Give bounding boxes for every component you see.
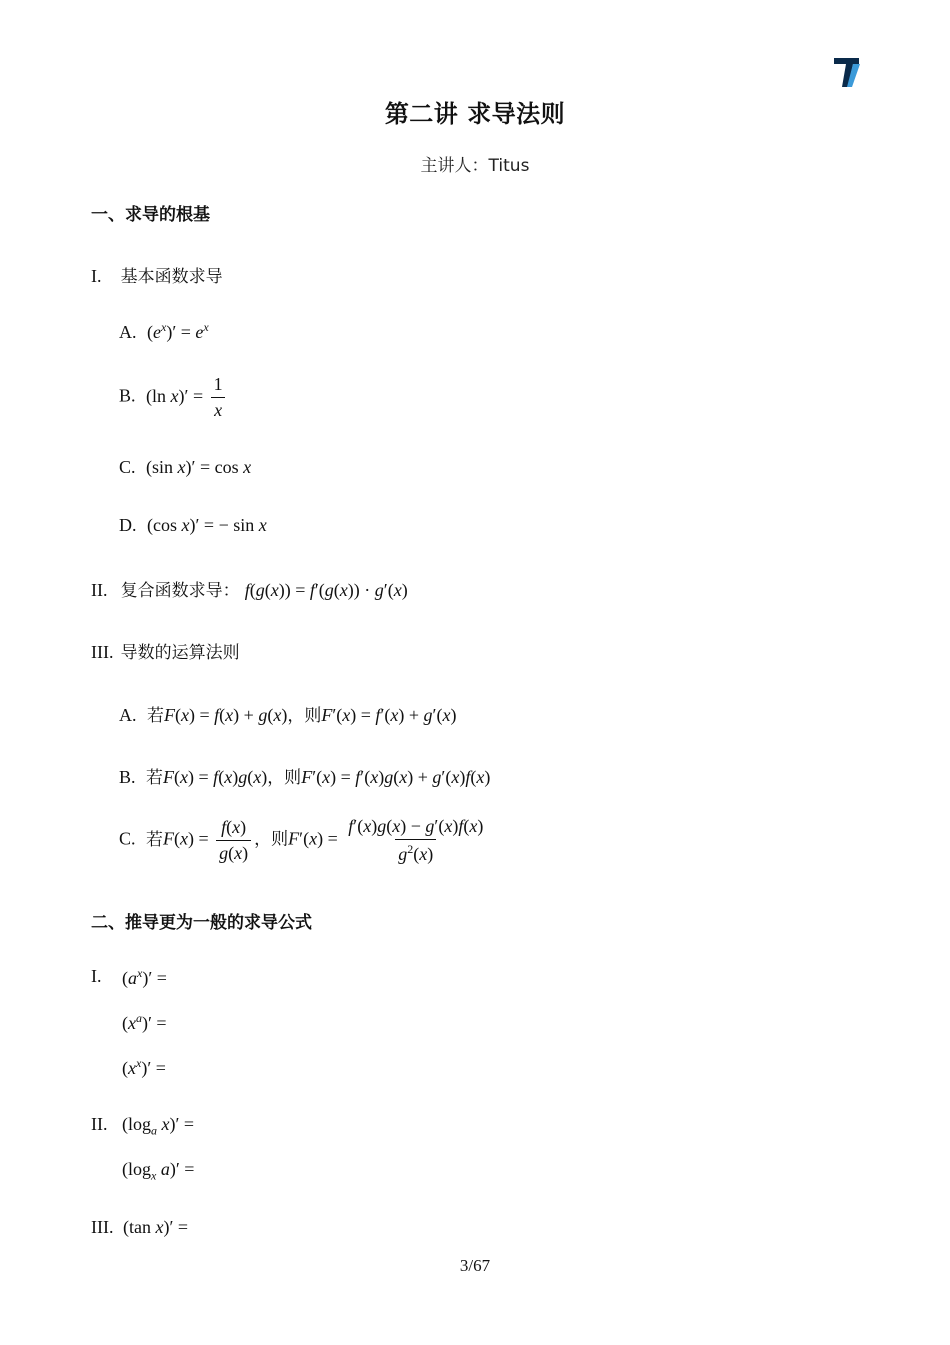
- letter: A.: [119, 322, 137, 342]
- section-heading-2: 二、推导更为一般的求导公式: [91, 913, 312, 933]
- numeral: I.: [91, 966, 102, 986]
- item-label: 导数的运算法则: [120, 643, 240, 663]
- numeral: III.: [91, 642, 114, 662]
- section-heading-1: 一、求导的根基: [91, 205, 210, 225]
- page-number: 3/67: [459, 1256, 491, 1275]
- item-2-II: [91, 1114, 108, 1135]
- letter: C.: [119, 457, 136, 477]
- exercise-log-a-x: ($\log_a$ x)′ =: [122, 1114, 195, 1138]
- page-title: 第二讲 求导法则: [384, 100, 566, 128]
- letter: B.: [119, 767, 136, 787]
- exercise-log-x-a: ($\log_x$ a)′ =: [122, 1159, 195, 1183]
- formula-cos: D. (cos x)′ = − sin x: [119, 515, 267, 535]
- logo: [834, 55, 862, 89]
- letter: A.: [119, 705, 137, 725]
- logo-mark-icon: [834, 55, 862, 89]
- formula-exp: A. $(e^x)' = e^x$: [119, 320, 209, 342]
- numeral: II.: [91, 1114, 108, 1134]
- item-label: 复合函数求导：: [120, 581, 240, 601]
- letter: D.: [119, 515, 137, 535]
- exercise-a-pow-x: $(a^x)'$ =: [122, 966, 167, 988]
- item-2-III: [91, 1217, 113, 1238]
- exercise-tan: (tan x)′ =: [123, 1217, 189, 1237]
- rule-product: B. 若F(x) = f(x)g(x)，则F′(x) = f′(x)g(x) + g′(x)f(x): [119, 767, 491, 788]
- item-II: [91, 576, 408, 601]
- item-I: [91, 262, 223, 287]
- formula-sin: C. (sin x)′ = cos x: [119, 457, 252, 477]
- numeral: I.: [91, 266, 102, 286]
- letter: B.: [119, 385, 136, 406]
- numeral: III.: [91, 1217, 114, 1237]
- rule-quotient: C. 若F(x) = $\frac{f(x)}{g(x)}$ ，则F′(x) = $\frac{f'(x)g(x) - g'(x)f(x)}{g^2(x)}$: [119, 816, 484, 864]
- item-2-I: [91, 966, 102, 987]
- formula-ln: B. (ln x)′ = $\frac{1}{x}$: [119, 374, 229, 421]
- letter: C.: [119, 828, 136, 849]
- exercise-x-pow-a: $(x^a)'$ =: [122, 1011, 167, 1033]
- speaker-line: 主讲人：Titus: [420, 156, 530, 176]
- item-III: [91, 638, 240, 663]
- exercise-x-pow-x: $(x^x)'$ =: [122, 1056, 166, 1078]
- numeral: II.: [91, 580, 108, 600]
- formula-chain-rule: f(g(x)) = f′(g(x)) · g′(x): [244, 580, 408, 600]
- rule-sum: A. 若F(x) = f(x) + g(x)，则F′(x) = f′(x) + g′(x): [119, 705, 457, 726]
- item-label: 基本函数求导: [120, 267, 223, 287]
